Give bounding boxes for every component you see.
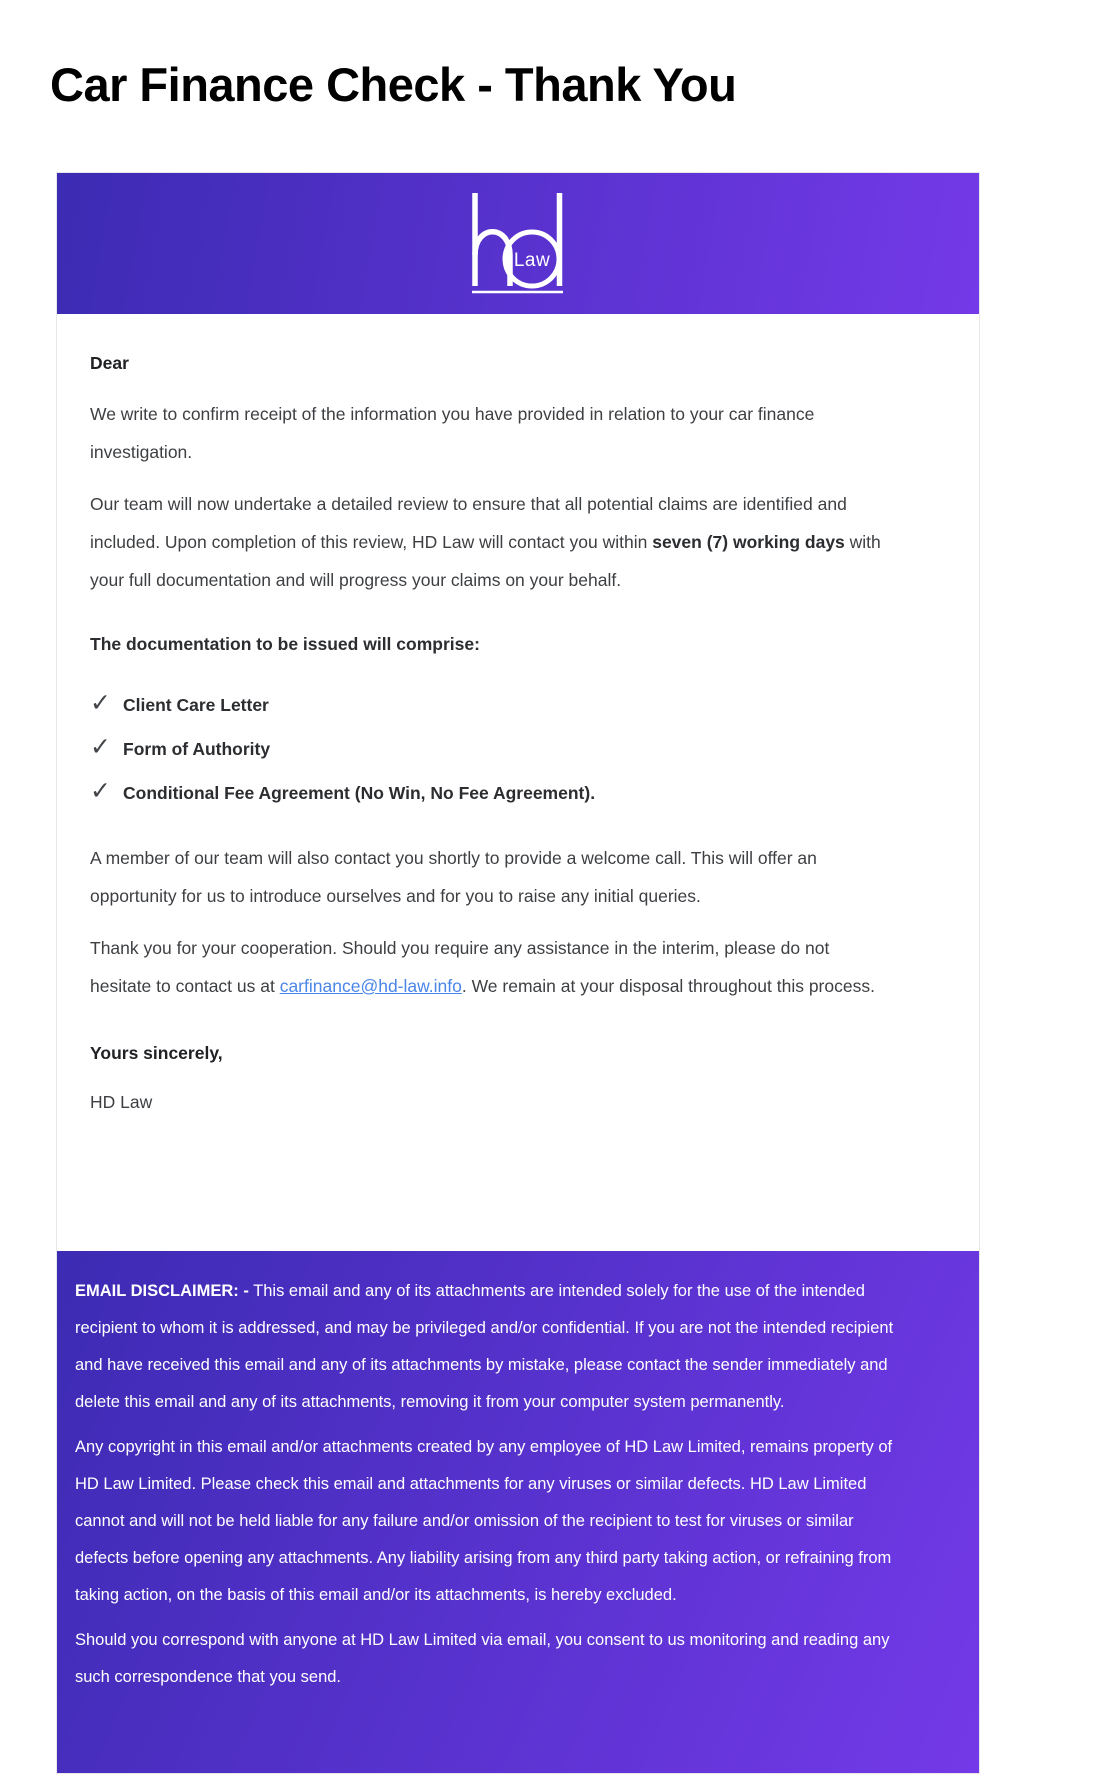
checklist: [90, 683, 946, 815]
contact-email-link[interactable]: carfinance@hd-law.info: [279, 976, 462, 996]
review-paragraph: [90, 485, 892, 599]
disclaimer-label: EMAIL DISCLAIMER: -: [75, 1282, 249, 1300]
signoff: Yours sincerely,: [90, 1043, 223, 1063]
disclaimer-paragraph: [75, 1273, 901, 1421]
email-body: [57, 314, 979, 1246]
hd-law-logo: [472, 193, 564, 295]
receipt-paragraph: We write to confirm receipt of the information you have provided in relation to your car finance investigation.: [90, 404, 815, 462]
docs-heading: The documentation to be issued will comprise:: [90, 634, 480, 654]
review-text-b: with your full documentation and will progress your claims on your behalf.: [90, 532, 881, 590]
company-name: HD Law: [90, 1092, 153, 1112]
email-card: [56, 172, 980, 1774]
checklist-item-label: Form of Authority: [123, 739, 271, 759]
thanks-text-b: . We remain at your disposal throughout this process.: [461, 976, 875, 996]
page-title: Car Finance Check - Thank You: [50, 58, 737, 112]
checklist-item-label: Client Care Letter: [123, 695, 269, 715]
checklist-item-label: Conditional Fee Agreement (No Win, No Fee Agreement).: [123, 783, 596, 803]
greeting-label: Dear: [90, 353, 129, 373]
greeting: [90, 344, 946, 382]
checklist-item: [90, 771, 946, 815]
thanks-text-a: Thank you for your cooperation. Should you require any assistance in the interim, please do not hesitate to contact us at: [90, 938, 830, 996]
thanks-paragraph: [90, 929, 892, 1005]
check-icon: ✓: [90, 732, 111, 761]
email-footer: [57, 1251, 979, 1773]
check-icon: ✓: [90, 776, 111, 805]
check-icon: ✓: [90, 688, 111, 717]
checklist-item: [90, 683, 946, 727]
checklist-item: [90, 727, 946, 771]
logo-law-text: Law: [513, 249, 551, 271]
header-banner: [57, 173, 979, 314]
copyright-paragraph: Any copyright in this email and/or attachments created by any employee of HD Law Limited, remains property of HD Law Limited. Please check this email and attachments for any viruses or similar defects. HD Law Limited cannot and will not be held liable for any failure and/or omission of the recipient to test for viruses or similar defects before opening any attachments. Any liability arising from any third party taking action, or refraining from taking action, on the basis of this email and/or its attachments, is hereby excluded.: [75, 1438, 893, 1604]
review-text-a: Our team will now undertake a detailed review to ensure that all potential claims are identified and included. Upon completion of this review, HD Law will contact you within: [90, 494, 847, 552]
welcome-paragraph: A member of our team will also contact you shortly to provide a welcome call. This will offer an opportunity for us to introduce ourselves and for you to raise any initial queries.: [90, 848, 817, 906]
monitoring-paragraph: Should you correspond with anyone at HD Law Limited via email, you consent to us monitoring and reading any such correspondence that you send.: [75, 1631, 890, 1686]
review-bold-days: seven (7) working days: [652, 532, 845, 552]
disclaimer-text: This email and any of its attachments are intended solely for the use of the intended recipient to whom it is addressed, and may be privileged and/or confidential. If you are not the intended recipient and have received this email and any of its attachments by mistake, please contact the sender immediately and delete this email and any of its attachments, removing it from your computer system permanently.: [75, 1282, 894, 1411]
